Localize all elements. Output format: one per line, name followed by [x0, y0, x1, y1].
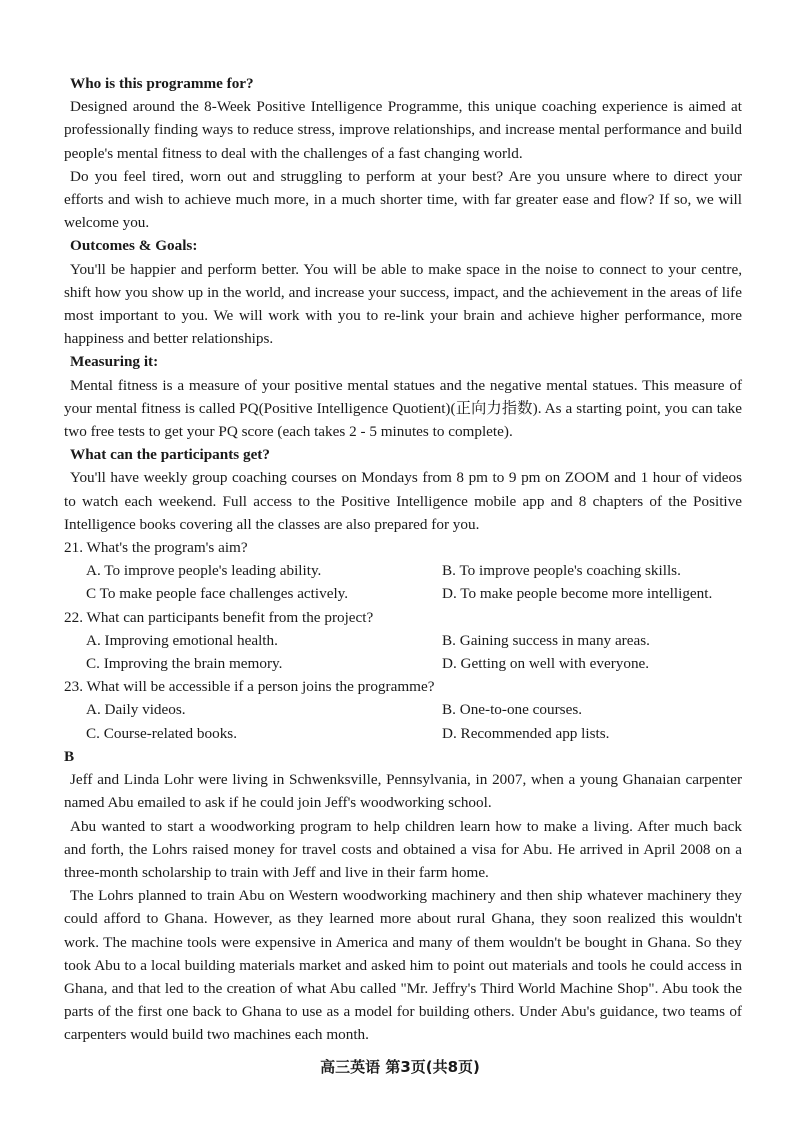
paragraph: You'll be happier and perform better. You will be able to make space in the noise to connect to your centre, shift how you show up in the world, and increase your success, impact, and the achievement in the areas of life most important to you. We will work with you to re-link your brain and achieve higher performance, more happiness and better relationships.	[64, 260, 742, 348]
paragraph: Designed around the 8-Week Positive Intelligence Programme, this unique coaching experience is aimed at professionally finding ways to reduce stress, improve relationships, and increase mental performance and build people's mental fitness to deal with the challenges of a fast changing world.	[64, 98, 742, 162]
paragraph: Jeff and Linda Lohr were living in Schwenksville, Pennsylvania, in 2007, when a young Ghanaian carpenter named Abu emailed to ask if he could join Jeff's woodworking school.	[64, 771, 742, 812]
option-b: B. Gaining success in many areas.	[442, 631, 650, 649]
paragraph: The Lohrs planned to train Abu on Western woodworking machinery and then ship whatever machinery they could afford to Ghana. However, as they learned more about rural Ghana, they soon realized this wouldn't work. The machine tools were expensive in America and many of them wouldn't be bought in Ghana. So they took Abu to a local building materials market and asked him to point out materials and tools he could access in Ghana, and that led to the creation of what Abu called "Mr. Jeffry's Third World Machine Shop". Abu took the parts of the first one back to Ghana to use as a model for building others. Under Abu's guidance, two teams of carpenters would build two machines each month.	[64, 887, 742, 1044]
option-b: B. One-to-one courses.	[442, 701, 583, 719]
paragraph: Mental fitness is a measure of your positive mental statues and the negative mental statues. This measure of your mental fitness is called PQ(Positive Intelligence Quotient)(正向力指数). As a starting point, you can take two free tests to get your PQ score (each takes 2 - 5 minutes to complete).	[64, 376, 742, 441]
option-b: B. To improve people's coaching skills.	[442, 562, 681, 580]
question-options	[64, 629, 742, 675]
question-stem: 22. What can participants benefit from the project?	[64, 608, 374, 626]
option-c: C. Course-related books.	[86, 724, 237, 742]
heading-who: Who is this programme for?	[70, 75, 254, 92]
paragraph: You'll have weekly group coaching courses on Mondays from 8 pm to 9 pm on ZOOM and 1 hour of videos to watch each weekend. Full access to the Positive Intelligence mobile app and 8 chapters of the Positive Intelligence books covering all the classes are also prepared for you.	[64, 469, 742, 533]
question-stem: 23. What will be accessible if a person joins the programme?	[64, 678, 435, 696]
paragraph: Abu wanted to start a woodworking program to help children learn how to make a living. After much back and forth, the Lohrs raised money for travel costs and obtained a visa for Abu. He arrived in April 2008 on a three-month scholarship to train with Jeff and live in their farm home.	[64, 817, 742, 881]
option-a: A. Improving emotional health.	[86, 631, 278, 649]
option-d: D. To make people become more intelligent.	[442, 585, 713, 603]
option-a: A. To improve people's leading ability.	[86, 562, 322, 580]
option-a: A. Daily videos.	[86, 701, 186, 719]
page-footer: 高三英语 第3页(共8页)	[320, 1058, 480, 1076]
option-d: D. Getting on well with everyone.	[442, 655, 650, 673]
passage-a	[64, 72, 742, 536]
heading-participants: What can the participants get?	[70, 446, 270, 464]
heading-measuring: Measuring it:	[70, 353, 159, 371]
question-options	[64, 698, 742, 744]
questions	[64, 536, 742, 745]
section-label: B	[64, 747, 75, 765]
option-d: D. Recommended app lists.	[442, 724, 610, 742]
option-c: C To make people face challenges actively.	[86, 585, 349, 603]
option-c: C. Improving the brain memory.	[86, 655, 283, 673]
question-options	[64, 559, 742, 605]
paragraph: Do you feel tired, worn out and struggling to perform at your best? Are you unsure where to direct your efforts and wish to achieve much more, in a much shorter time, with far greater ease and flow? If so, we will welcome you.	[64, 167, 742, 232]
heading-outcomes: Outcomes & Goals:	[70, 237, 198, 255]
question-stem: 21. What's the program's aim?	[64, 539, 248, 557]
passage-b	[64, 745, 742, 1047]
